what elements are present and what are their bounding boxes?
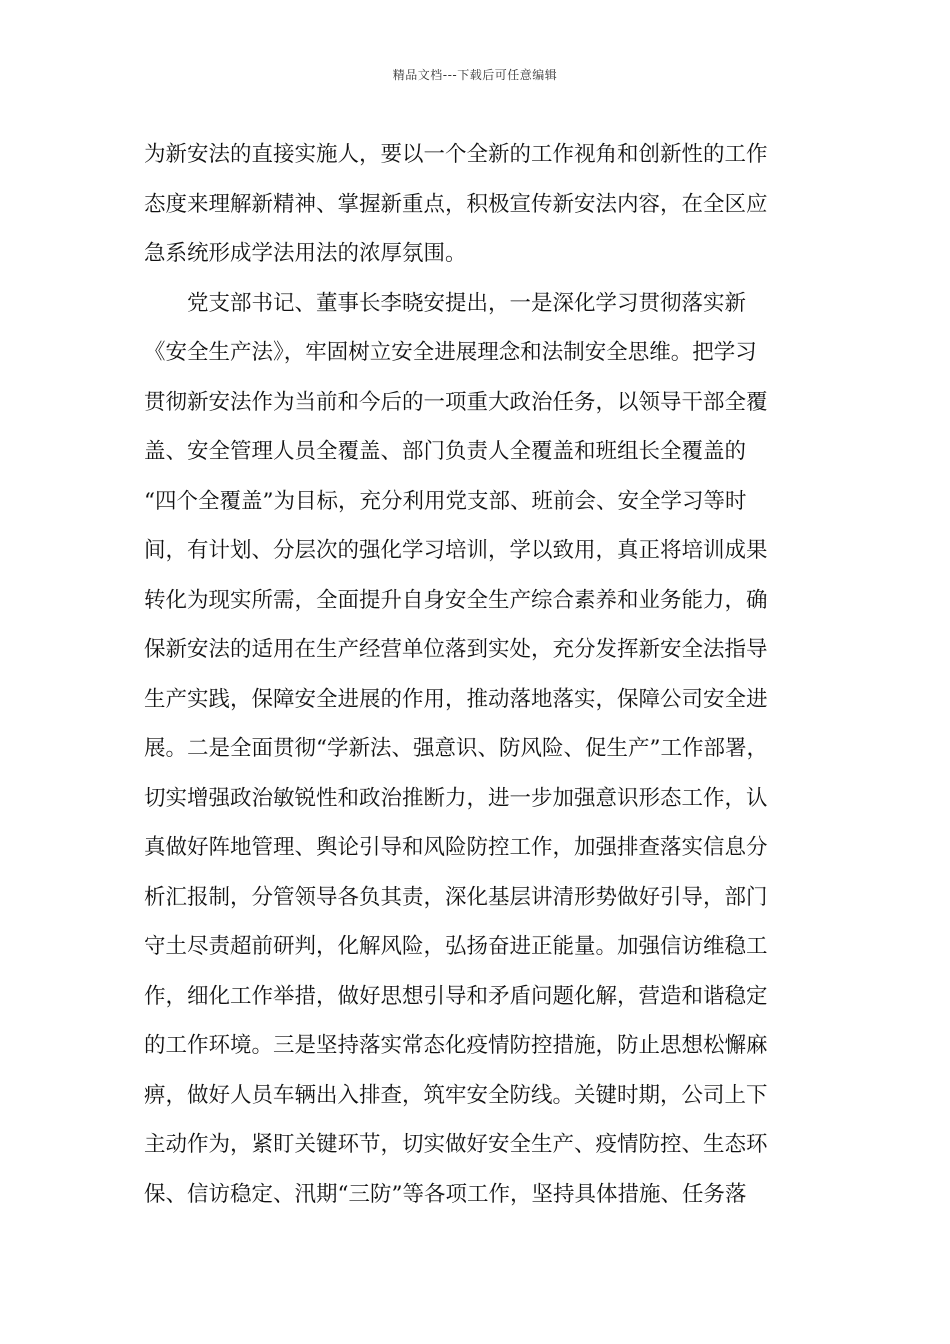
- text-line: 守土尽责超前研判，化解风险，弘扬奋进正能量。加强信访维稳工: [144, 934, 768, 959]
- text-line: 痹，做好人员车辆出入排查，筑牢安全防线。关键时期，公司上下: [144, 1082, 768, 1108]
- text-line: 为新安法的直接实施人，要以一个全新的工作视角和创新性的工作: [144, 142, 768, 167]
- page-header: 精品文档---下载后可任意编辑: [392, 68, 558, 82]
- text-line: 作，细化工作举措，做好思想引导和矛盾问题化解，营造和谐稳定: [144, 983, 768, 1009]
- text-line: 《安全生产法》，牢固树立安全进展理念和法制安全思维。把学习: [144, 340, 757, 365]
- text-line: 转化为现实所需，全面提升自身安全生产综合素养和业务能力，确: [144, 587, 768, 613]
- text-line: 切实增强政治敏锐性和政治推断力，进一步加强意识形态工作，认: [144, 785, 768, 811]
- text-line: 真做好阵地管理、舆论引导和风险防控工作，加强排查落实信息分: [144, 835, 768, 860]
- text-line: 盖、安全管理人员全覆盖、部门负责人全覆盖和班组长全覆盖的: [144, 439, 747, 464]
- text-line: 的工作环境。三是坚持落实常态化疫情防控措施，防止思想松懈麻: [144, 1033, 768, 1058]
- text-line: 贯彻新安法作为当前和今后的一项重大政治任务，以领导干部全覆: [144, 389, 768, 415]
- body-text: [144, 130, 809, 1219]
- text-line: 保新安法的适用在生产经营单位落到实处，充分发挥新安全法指导: [144, 637, 768, 662]
- text-line: 党支部书记、董事长李晓安提出，一是深化学习贯彻落实新: [144, 290, 747, 316]
- text-line: “四个全覆盖”为目标，充分利用党支部、班前会、安全学习等时: [144, 488, 747, 514]
- text-line: 间，有计划、分层次的强化学习培训，学以致用，真正将培训成果: [144, 538, 768, 563]
- text-line: 析汇报制，分管领导各负其责，深化基层讲清形势做好引导，部门: [144, 884, 768, 910]
- text-line: 保、信访稳定、汛期“三防”等各项工作，坚持具体措施、任务落: [144, 1181, 747, 1207]
- text-line: 急系统形成学法用法的浓厚氛围。: [144, 241, 467, 266]
- text-line: 态度来理解新精神、掌握新重点，积极宣传新安法内容，在全区应: [144, 191, 768, 217]
- text-line: 主动作为，紧盯关键环节，切实做好安全生产、疫情防控、生态环: [144, 1132, 768, 1157]
- text-line: 展。二是全面贯彻“学新法、强意识、防风险、促生产”工作部署，: [144, 736, 768, 761]
- text-line: 生产实践，保障安全进展的作用，推动落地落实，保障公司安全进: [144, 686, 768, 712]
